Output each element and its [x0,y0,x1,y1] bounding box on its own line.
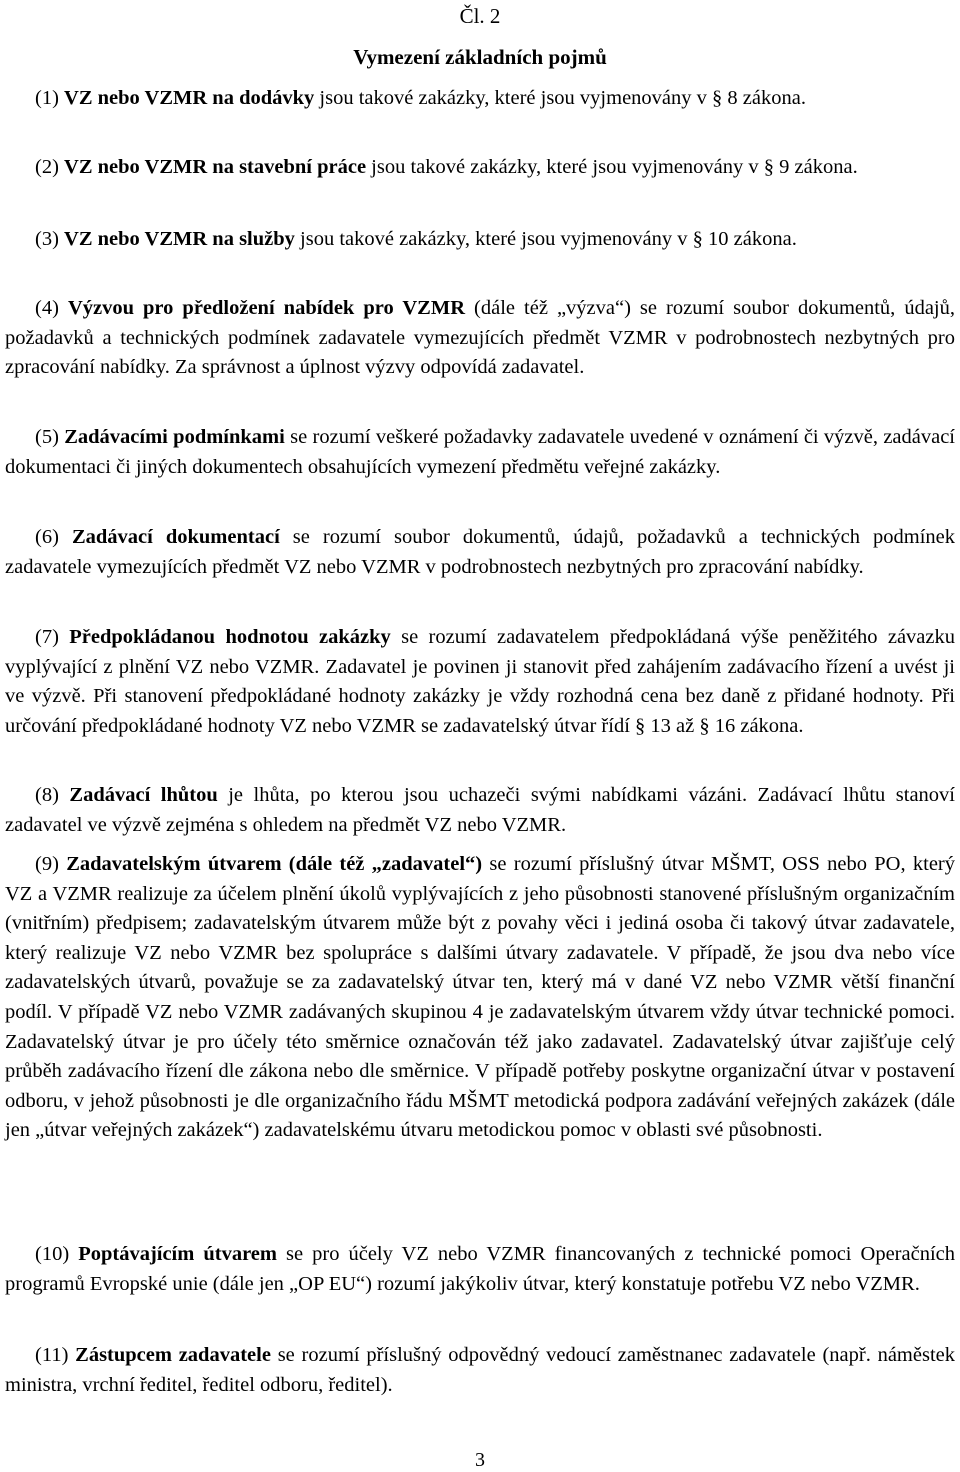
defined-term: Předpokládanou hodnotou zakázky [69,626,391,648]
paragraph-text: se rozumí příslušný odpovědný vedoucí zaměstnanec zadavatele (např. náměstek ministra, vrchní ředitel, ředitel odboru, ředitel). [5,1344,955,1396]
definition-paragraph [5,850,955,1146]
paragraph-text: jsou takové zakázky, které jsou vyjmenovány v § 10 zákona. [294,228,797,250]
paragraph-number: (9) [35,853,59,875]
paragraph-number: (2) [35,156,59,178]
paragraph-text: se rozumí příslušný útvar MŠMT, OSS nebo PO, který VZ a VZMR realizuje za účelem plnění úkolů vyplývajících z jeho působnosti stanovené příslušným organizačním (vnitřním) předpisem; zadavatelským útvarem může být z povahy věci i jediná osoba či takový útvar zadavatele, který realizuje VZ nebo VZMR bez spolupráce s dalšími útvary zadavatele. V případě, že jsou dva nebo více zadavatelských útvarů, považuje se za zadavatelský útvar ten, který má v dané VZ nebo VZMR větší finanční podíl. V případě VZ nebo VZMR zadávaných skupinou 4 je zadavatelským útvarem vždy útvar technické pomoci. Zadavatelský útvar je pro účely této směrnice označován též jako zadavatel. Zadavatelský útvar zajišťuje celý průběh zadávacího řízení dle zákona nebo dle směrnice. V případě potřeby poskytne organizační útvar v postavení odboru, v jehož působnosti je dle organizačního řádu MŠMT metodická podpora zadávání veřejných zakázek (dále jen „útvar veřejných zakázek“) zadavatelskému útvaru metodickou pomoc v oblasti své působnosti. [5,853,956,1142]
paragraph-number: (8) [35,784,59,806]
defined-term: VZ nebo VZMR na služby [64,228,295,250]
article-title: Vymezení základních pojmů [353,45,607,69]
paragraph-number: (6) [35,526,59,548]
paragraph-number: (5) [35,426,59,448]
article-number: Čl. 2 [459,4,501,28]
paragraph-text: jsou takové zakázky, které jsou vyjmenovány v § 9 zákona. [366,156,858,178]
definition-paragraph [5,523,955,582]
defined-term: Zadávací dokumentací [71,526,280,548]
page-number: 3 [475,1449,485,1471]
defined-term: VZ nebo VZMR na stavební práce [64,156,367,178]
defined-term: Zástupcem zadavatele [75,1344,271,1366]
defined-term: Výzvou pro předložení nabídek pro VZMR [67,297,466,319]
paragraph-number: (1) [35,87,59,109]
paragraph-number: (11) [35,1344,69,1366]
paragraph-text: se rozumí zadavatelem předpokládaná výše peněžitého závazku vyplývající z plnění VZ nebo VZMR. Zadavatel je povinen ji stanovit před zahájením zadávacího řízení a uvést ji ve výzvě. Při stanovení předpokládané hodnoty zakázky je vždy rozhodná cena bez daně z přidané hodnoty. Při určování předpokládané hodnoty VZ nebo VZMR se zadavatelský útvar řídí § 13 až § 16 zákona. [5,626,956,737]
definition-paragraph [5,781,955,840]
paragraph-number: (10) [35,1243,70,1265]
defined-term: Zadavatelským útvarem (dále též „zadavatel“) [66,853,483,875]
definition-paragraph [5,294,955,383]
paragraph-text: je lhůta, po kterou jsou uchazeči svými nabídkami vázáni. Zadávací lhůtu stanoví zadavatel ve výzvě zejména s ohledem na předmět VZ nebo VZMR. [5,784,956,836]
defined-term: Zadávacími podmínkami [64,426,285,448]
definition-paragraph [5,84,955,114]
paragraph-text: se rozumí veškeré požadavky zadavatele uvedené v oznámení či výzvě, zadávací dokumentaci či jiných dokumentech obsahujících vymezení předmětu veřejné zakázky. [5,426,956,478]
definition-paragraph [5,1240,955,1299]
paragraph-text: jsou takové zakázky, které jsou vyjmenovány v § 8 zákona. [314,87,806,109]
definition-paragraph [5,153,955,183]
paragraph-text: se rozumí soubor dokumentů, údajů, požadavků a technických podmínek zadavatele vymezujících předmět VZ nebo VZMR v podrobnostech nezbytných pro zpracování nabídky. [5,526,956,578]
defined-term: Poptávajícím útvarem [78,1243,277,1265]
definition-paragraph [5,1341,955,1400]
defined-term: VZ nebo VZMR na dodávky [64,87,315,109]
definition-paragraph [5,623,955,741]
paragraph-number: (3) [35,228,59,250]
paragraph-text: se pro účely VZ nebo VZMR financovaných z technické pomoci Operačních programů Evropské unie (dále jen „OP EU“) rozumí jakýkoliv útvar, který konstatuje potřebu VZ nebo VZMR. [5,1243,956,1295]
definition-paragraph [5,423,955,482]
definition-paragraph [5,225,955,255]
paragraph-number: (4) [35,297,59,319]
paragraph-number: (7) [35,626,59,648]
defined-term: Zadávací lhůtou [69,784,218,806]
paragraph-text: (dále též „výzva“) se rozumí soubor dokumentů, údajů, požadavků a technických podmínek zadavatele vymezujících předmět VZMR v podrobnostech nezbytných pro zpracování nabídky. Za správnost a úplnost výzvy odpovídá zadavatel. [5,297,956,379]
